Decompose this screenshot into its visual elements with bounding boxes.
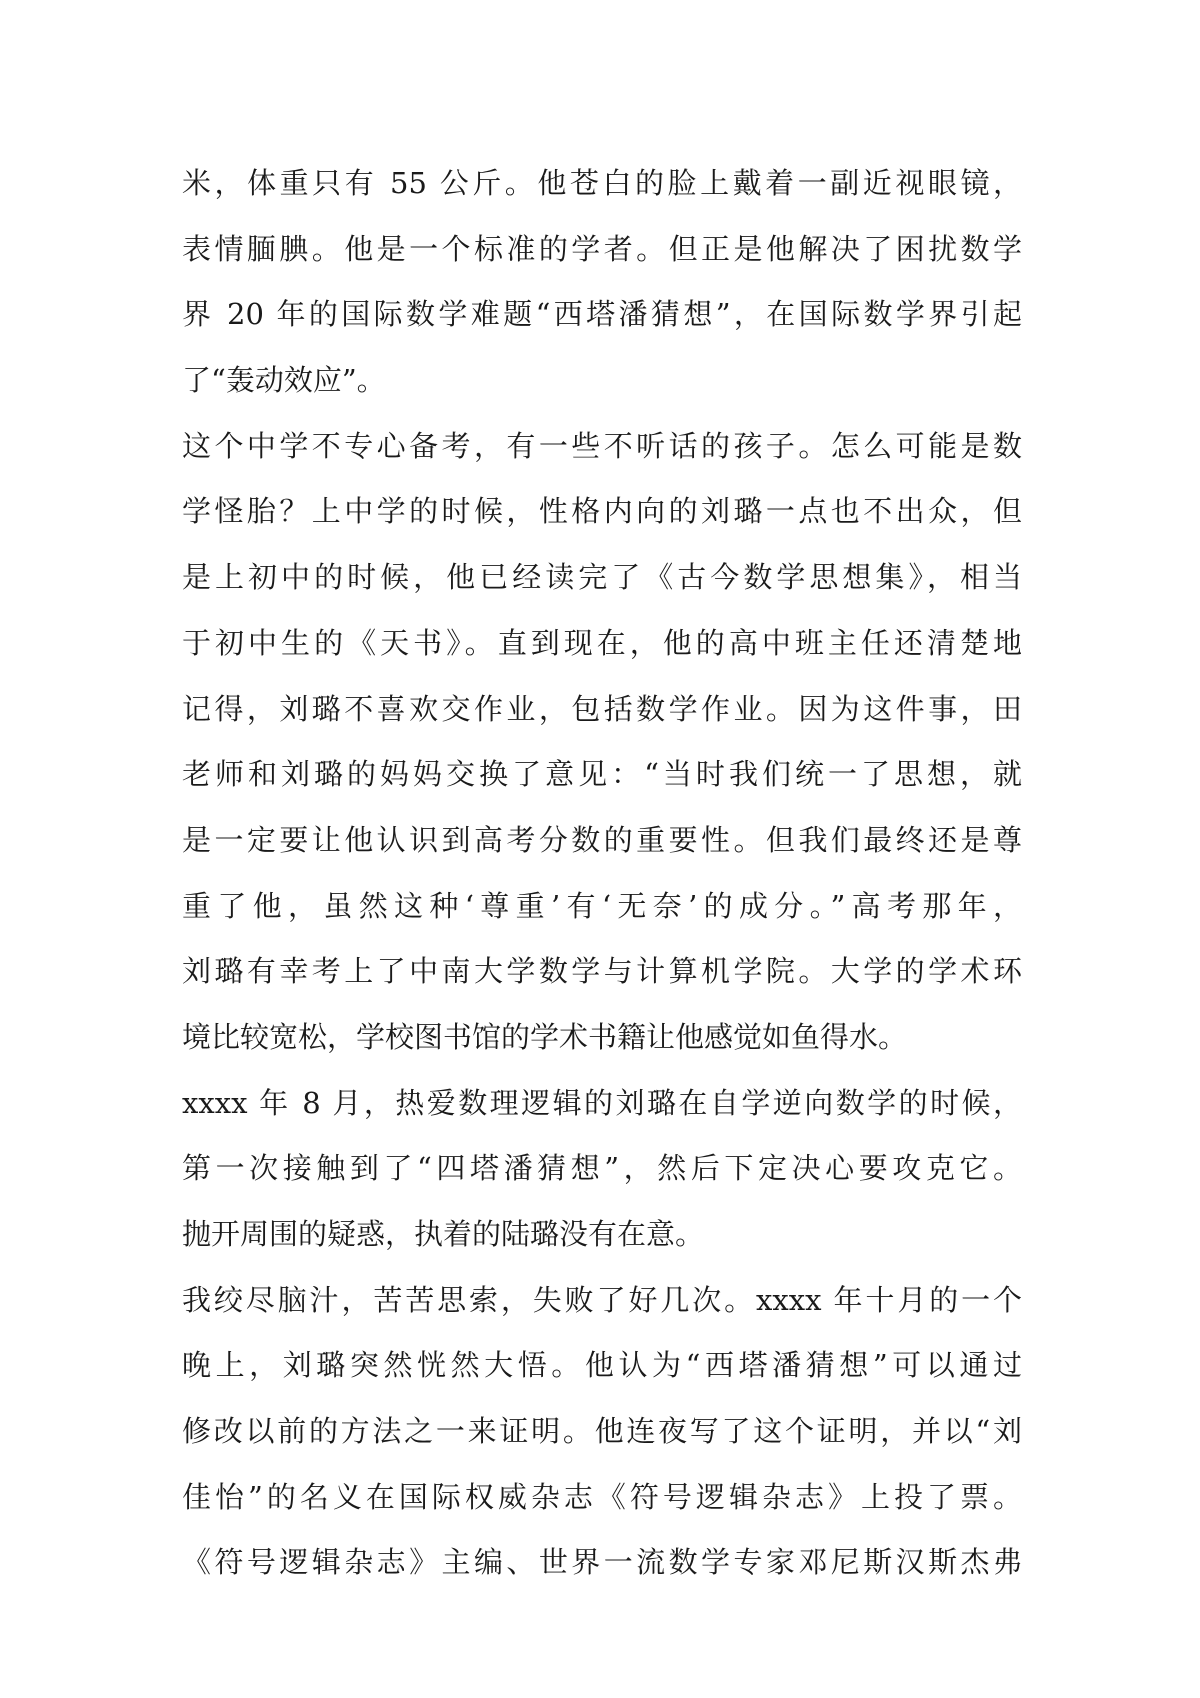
text-line: 佳怡”的名义在国际权威杂志《符号逻辑杂志》上投了票。 <box>182 1479 1022 1514</box>
text-line: 表情腼腆。他是一个标准的学者。但正是他解决了困扰数学 <box>182 231 1022 266</box>
text-line: 了“轰动效应”。 <box>182 363 386 398</box>
text-line: 我绞尽脑汁，苦苦思索，失败了好几次。xxxx 年十月的一个 <box>182 1282 1022 1317</box>
text-line: 老师和刘璐的妈妈交换了意见：“当时我们统一了思想，就 <box>182 757 1022 792</box>
text-line: 重了他，虽然这种‘尊重’有‘无奈’的成分。”高考那年， <box>182 888 1022 923</box>
text-line: 境比较宽松，学校图书馆的学术书籍让他感觉如鱼得水。 <box>182 1019 908 1054</box>
text-line: 界 20 年的国际数学难题“西塔潘猜想”，在国际数学界引起 <box>182 297 1022 332</box>
text-line: 修改以前的方法之一来证明。他连夜写了这个证明，并以“刘 <box>182 1414 1022 1449</box>
text-line: 是一定要让他认识到高考分数的重要性。但我们最终还是尊 <box>182 822 1022 857</box>
text-line: 米，体重只有 55 公斤。他苍白的脸上戴着一副近视眼镜， <box>182 166 1022 200</box>
text-line: xxxx 年 8 月，热爱数理逻辑的刘璐在自学逆向数学的时候， <box>182 1085 1022 1120</box>
text-line: 于初中生的《天书》。直到现在，他的高中班主任还清楚地 <box>182 625 1022 660</box>
text-line: 第一次接触到了“四塔潘猜想”，然后下定决心要攻克它。 <box>182 1151 1022 1186</box>
text-line: 晚上，刘璐突然恍然大悟。他认为“西塔潘猜想”可以通过 <box>182 1348 1022 1383</box>
document-body <box>182 151 1022 1596</box>
text-line: 学怪胎？上中学的时候，性格内向的刘璐一点也不出众，但 <box>182 494 1022 529</box>
text-line: 这个中学不专心备考，有一些不听话的孩子。怎么可能是数 <box>182 428 1022 463</box>
text-line: 记得，刘璐不喜欢交作业，包括数学作业。因为这件事，田 <box>182 691 1022 726</box>
text-line: 《符号逻辑杂志》主编、世界一流数学专家邓尼斯汉斯杰弗 <box>182 1545 1022 1580</box>
text-line: 是上初中的时候，他已经读完了《古今数学思想集》，相当 <box>182 560 1022 595</box>
text-line: 刘璐有幸考上了中南大学数学与计算机学院。大学的学术环 <box>182 954 1022 989</box>
text-line: 抛开周围的疑惑，执着的陆璐没有在意。 <box>182 1217 705 1251</box>
